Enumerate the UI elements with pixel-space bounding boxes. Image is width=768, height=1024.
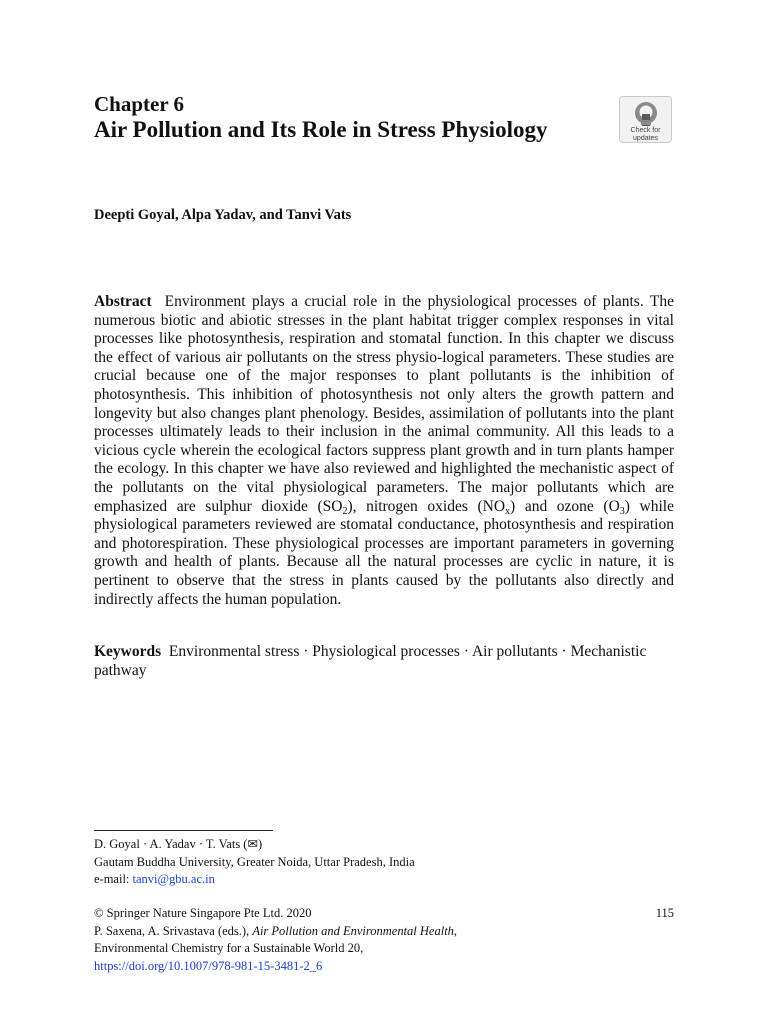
chapter-title: Air Pollution and Its Role in Stress Physiology <box>94 117 548 142</box>
copyright-block <box>94 905 674 975</box>
citation-line <box>94 923 674 941</box>
footnote-authors-line <box>94 836 674 854</box>
subscript-x: x <box>505 505 511 517</box>
doi-line <box>94 958 674 976</box>
abstract <box>94 293 674 609</box>
abstract-text-4: ) while physiological parameters reviewed are stomatal conductance, photosynthesis and respiration and photorespiration. These physiological processes are important parameters in governing growth and health of plants. Because all the natural processes are cyclic in nature, it is pertinent to observe that the stress in plants caused by the pollutants also directly and indirectly affects the human population. <box>94 497 674 608</box>
abstract-text-3: ) and ozone (O <box>510 497 620 515</box>
copyright-line: © Springer Nature Singapore Pte Ltd. 2020 <box>94 906 312 920</box>
footnote-authors: D. Goyal · A. Yadav · T. Vats ( <box>94 837 248 851</box>
abstract-text-2: ), nitrogen oxides (NO <box>347 497 506 515</box>
subscript-2: 2 <box>342 505 348 517</box>
footnote-email-line <box>94 871 674 889</box>
keywords-label: Keywords <box>94 643 162 660</box>
book-title: Air Pollution and Environmental Health <box>252 923 454 938</box>
abstract-text-1: Environment plays a crucial role in the physiological processes of plants. The numerous biotic and abiotic stresses in the plant habitat trigger complex responses in vital processes like photosynthesis, respiration and stomatal function. In this chapter we discuss the effect of various air pollutants on the stress physio-logical parameters. These studies are crucial because one of the major responses to plant pollutants is the inhibition of photosynthesis. This inhibition of photosynthesis not only alters the growth pattern and longevity but also changes plant phenology. Besides, assimilation of pollutants into the plant processes ultimately leads to their inclusion in the animal community. All this leads to a vicious cycle wherein the ecological factors suppress plant growth and in turn plants hamper the ecology. In this chapter we have also reviewed and highlighted the mechanistic aspect of the pollutants on the vital physiological parameters. The major pollutants which are emphasized are sulphur dioxide (SO <box>94 293 674 515</box>
keywords <box>94 643 674 680</box>
abstract-label: Abstract <box>94 293 152 310</box>
check-for-updates-badge[interactable] <box>619 96 672 143</box>
email-link[interactable]: tanvi@gbu.ac.in <box>132 872 215 886</box>
badge-text-line2: updates <box>633 135 658 142</box>
citation-editors: P. Saxena, A. Srivastava (eds.), <box>94 923 253 938</box>
footnote-divider <box>94 830 273 831</box>
envelope-icon: ✉ <box>247 837 258 851</box>
author-list: Deepti Goyal, Alpa Yadav, and Tanvi Vats <box>94 207 352 223</box>
badge-text-line1: Check for <box>630 127 661 134</box>
subscript-3: 3 <box>619 505 625 517</box>
footnote <box>94 836 674 889</box>
footnote-authors-end: ) <box>257 837 263 851</box>
series-line: Environmental Chemistry for a Sustainable World 20, <box>94 941 364 955</box>
crossmark-icon <box>633 100 659 126</box>
chapter-label: Chapter 6 <box>94 92 185 116</box>
citation-comma: , <box>453 923 458 938</box>
page-number: 115 <box>655 906 674 920</box>
doi-link[interactable]: https://doi.org/10.1007/978-981-15-3481-2_6 <box>94 958 323 973</box>
keywords-text: Environmental stress · Physiological processes · Air pollutants · Mechanistic pathway <box>94 643 647 679</box>
footnote-affiliation: Gautam Buddha University, Greater Noida, Uttar Pradesh, India <box>94 854 415 869</box>
email-label: e-mail: <box>94 872 133 886</box>
